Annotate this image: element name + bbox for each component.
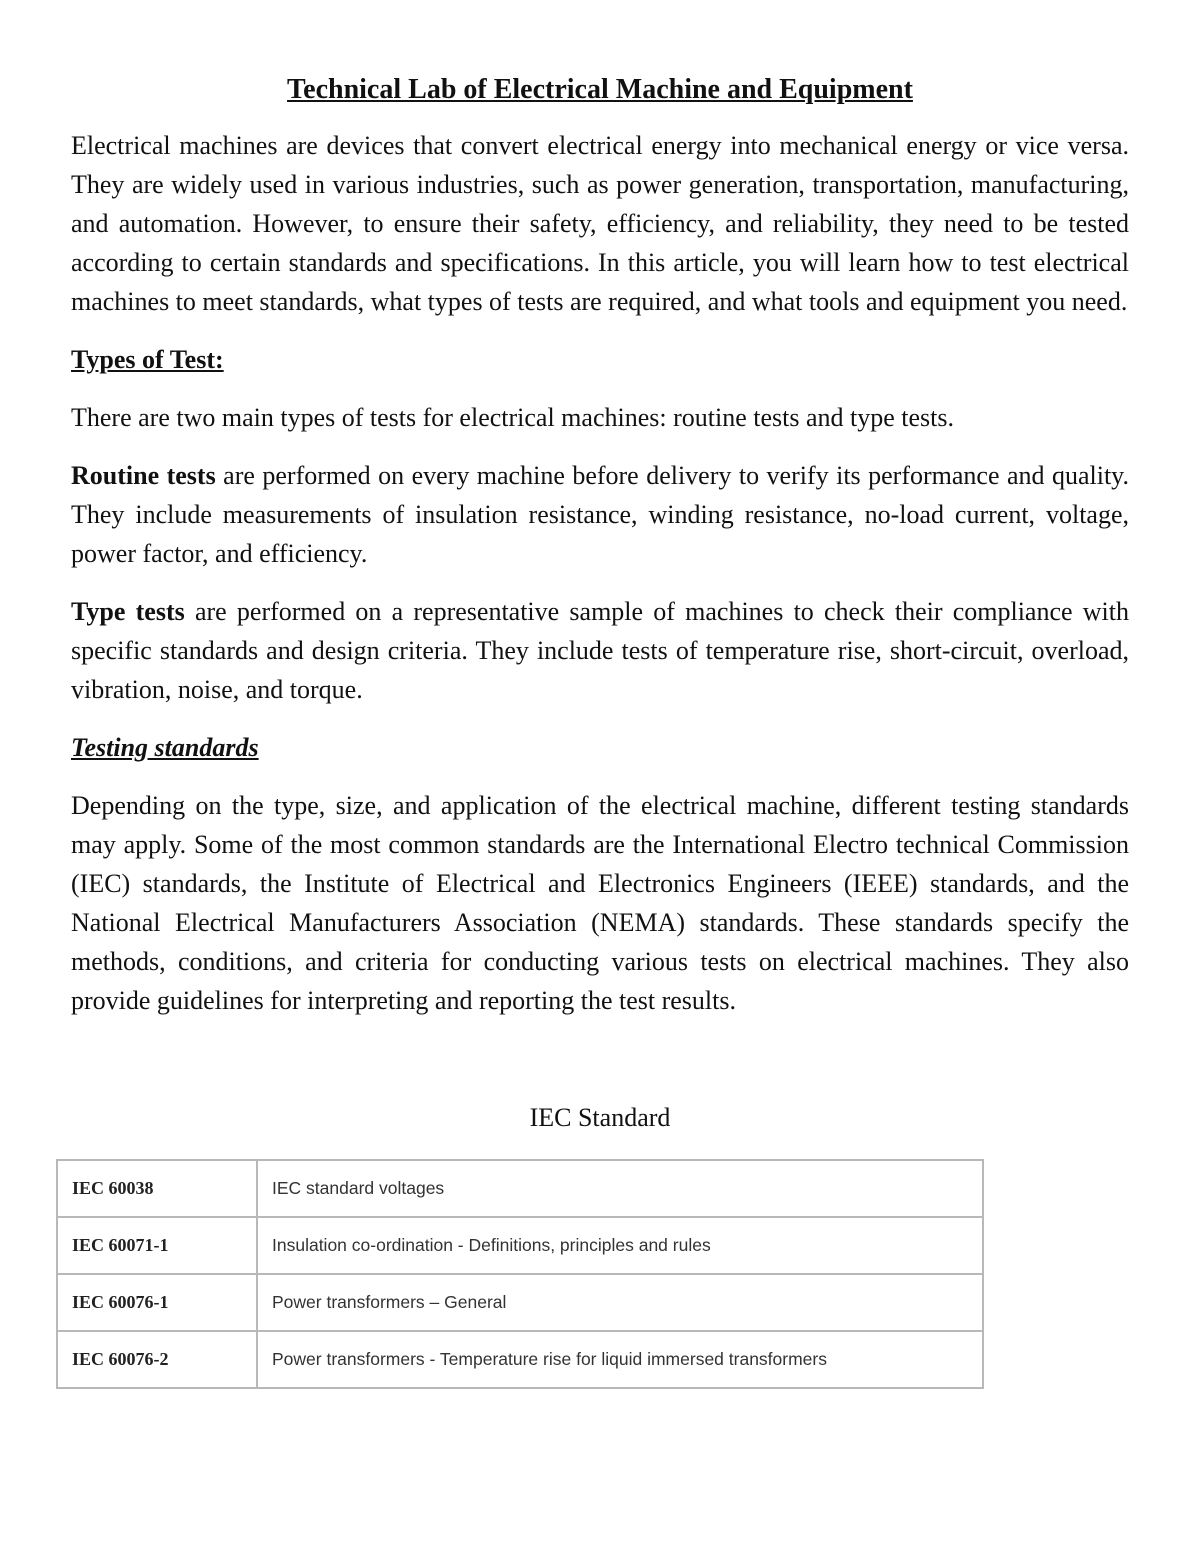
table-row — [57, 1274, 983, 1331]
document-page — [71, 70, 1129, 1389]
standard-description-cell: Power transformers - Temperature rise for liquid immersed transformers — [257, 1331, 983, 1388]
routine-tests-term: Routine tests — [71, 461, 216, 490]
standard-code-cell: IEC 60038 — [57, 1160, 257, 1217]
table-row — [57, 1331, 983, 1388]
intro-paragraph: Electrical machines are devices that convert electrical energy into mechanical energy or vice versa. They are widely used in various industries, such as power generation, transportation, manufacturing, and automation. However, to ensure their safety, efficiency, and reliability, they need to be tested according to certain standards and specifications. In this article, you will learn how to test electrical machines to meet standards, what types of tests are required, and what tools and equipment you need. — [71, 131, 1129, 316]
type-tests-paragraph — [71, 592, 1129, 709]
iec-standards-table — [56, 1159, 984, 1389]
standard-description-cell: IEC standard voltages — [257, 1160, 983, 1217]
types-summary-paragraph: There are two main types of tests for electrical machines: routine tests and type tests. — [71, 403, 954, 432]
table-row — [57, 1217, 983, 1274]
page-title: Technical Lab of Electrical Machine and Equipment — [287, 74, 913, 105]
standard-description-cell: Power transformers – General — [257, 1274, 983, 1331]
routine-tests-text: are performed on every machine before delivery to verify its performance and quality. They include measurements of insulation resistance, winding resistance, no-load current, voltage, power factor, and efficiency. — [71, 461, 1129, 568]
type-tests-term: Type tests — [71, 597, 185, 626]
table-row — [57, 1160, 983, 1217]
testing-standards-paragraph: Depending on the type, size, and application of the electrical machine, different testing standards may apply. Some of the most common standards are the International Electro technical Commission (IEC) standards, the Institute of Electrical and Electronics Engineers (IEEE) standards, and the National Electrical Manufacturers Association (NEMA) standards. These standards specify the methods, conditions, and criteria for conducting various tests on electrical machines. They also provide guidelines for interpreting and reporting the test results. — [71, 791, 1129, 1015]
routine-tests-paragraph — [71, 456, 1129, 573]
standard-description-cell: Insulation co-ordination - Definitions, principles and rules — [257, 1217, 983, 1274]
standard-code-cell: IEC 60076-1 — [57, 1274, 257, 1331]
standard-code-cell: IEC 60076-2 — [57, 1331, 257, 1388]
iec-table-caption: IEC Standard — [529, 1103, 671, 1132]
standard-code-cell: IEC 60071-1 — [57, 1217, 257, 1274]
testing-standards-heading: Testing standards — [71, 733, 259, 762]
type-tests-text: are performed on a representative sample of machines to check their compliance with specific standards and design criteria. They include tests of temperature rise, short-circuit, overload, vibration, noise, and torque. — [71, 597, 1129, 704]
types-of-test-heading: Types of Test: — [71, 345, 224, 374]
